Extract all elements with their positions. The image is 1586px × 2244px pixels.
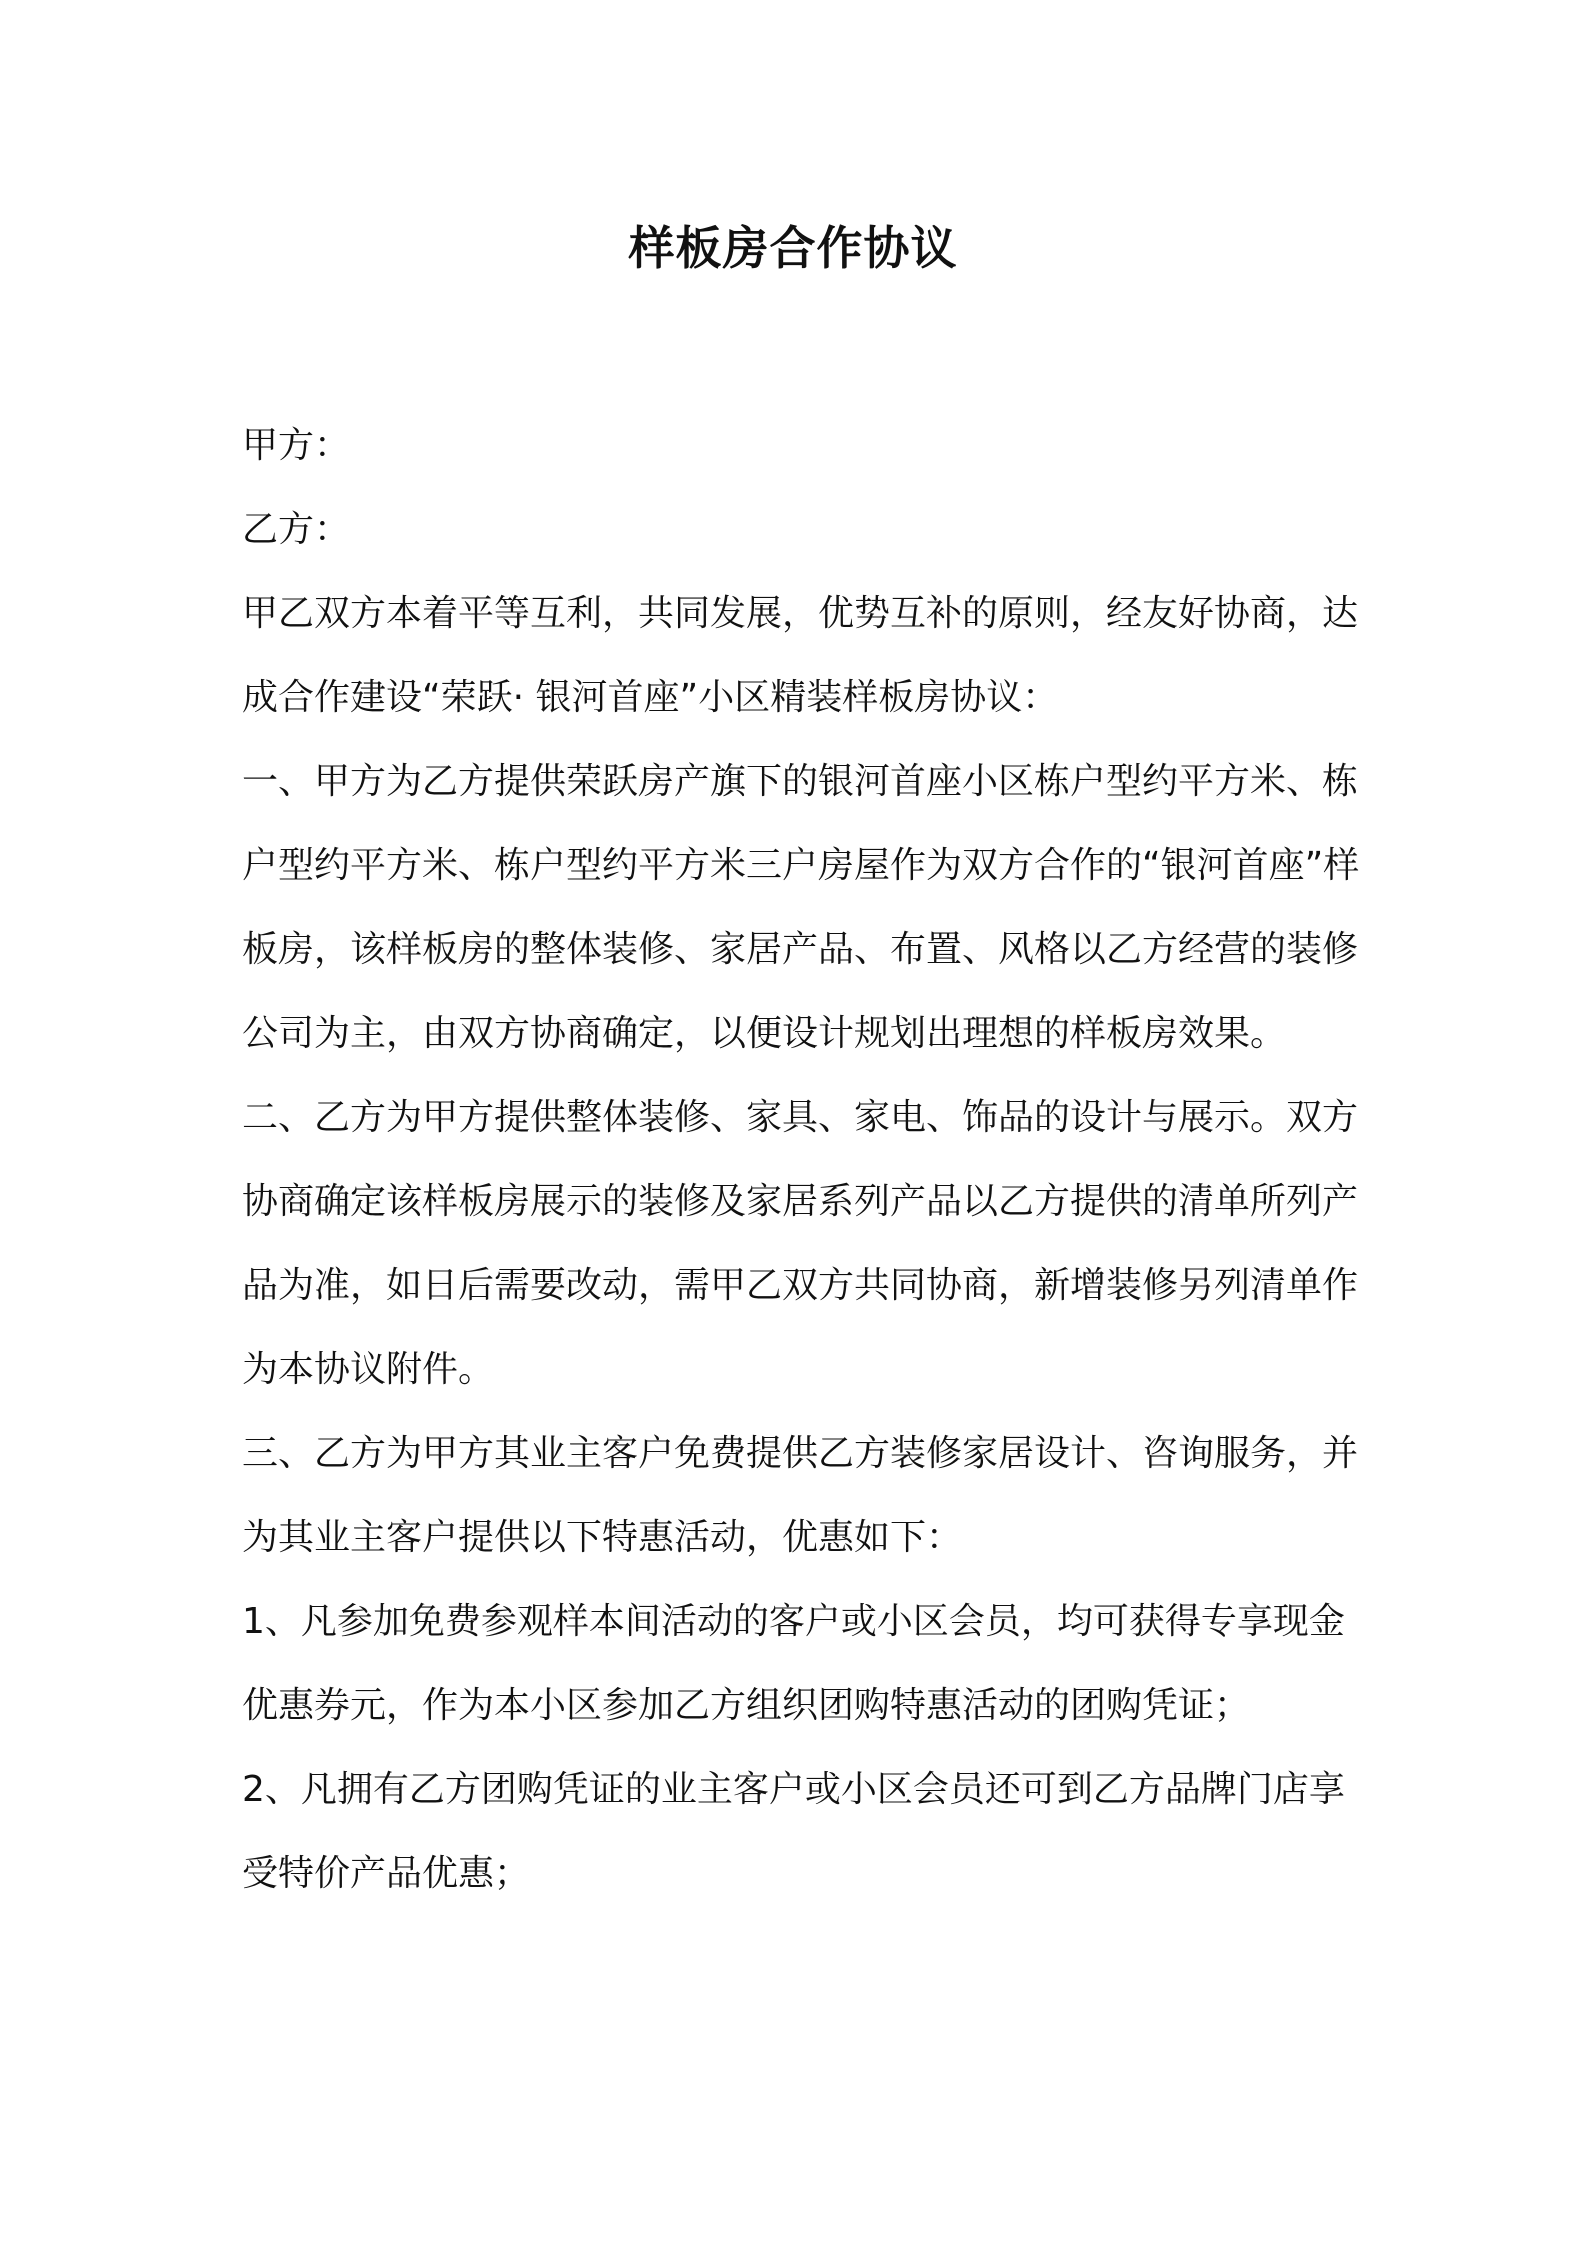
document-body (242, 404, 1362, 1916)
party-a-line: 甲方： (242, 425, 351, 466)
clause-two-paragraph: 二、乙方为甲方提供整体装修、家具、家电、饰品的设计与展示。双方协商确定该样板房展示的装修及家居系列产品以乙方提供的清单所列产品为准，如日后需要改动，需甲乙双方共同协商，新增装修另列清单作为本协议附件。 (242, 1097, 1359, 1390)
offer-item-1: 1、凡参加免费参观样本间活动的客户或小区会员，均可获得专享现金优惠券元，作为本小区参加乙方组织团购特惠活动的团购凭证； (242, 1601, 1345, 1726)
offer-item-2: 2、凡拥有乙方团购凭证的业主客户或小区会员还可到乙方品牌门店享受特价产品优惠； (242, 1769, 1345, 1894)
document-title: 样板房合作协议 (628, 221, 958, 275)
party-b-line: 乙方： (242, 509, 351, 550)
preamble-paragraph: 甲乙双方本着平等互利，共同发展，优势互补的原则，经友好协商，达成合作建设“荣跃· 银河首座”小区精装样板房协议： (242, 593, 1359, 718)
clause-one-paragraph: 一、甲方为乙方提供荣跃房产旗下的银河首座小区栋户型约平方米、栋户型约平方米、栋户型约平方米三户房屋作为双方合作的“银河首座”样板房，该样板房的整体装修、家居产品、布置、风格以乙方经营的装修公司为主，由双方协商确定，以便设计规划出理想的样板房效果。 (242, 761, 1360, 1054)
clause-three-paragraph: 三、乙方为甲方其业主客户免费提供乙方装修家居设计、咨询服务，并为其业主客户提供以下特惠活动，优惠如下： (242, 1433, 1359, 1558)
